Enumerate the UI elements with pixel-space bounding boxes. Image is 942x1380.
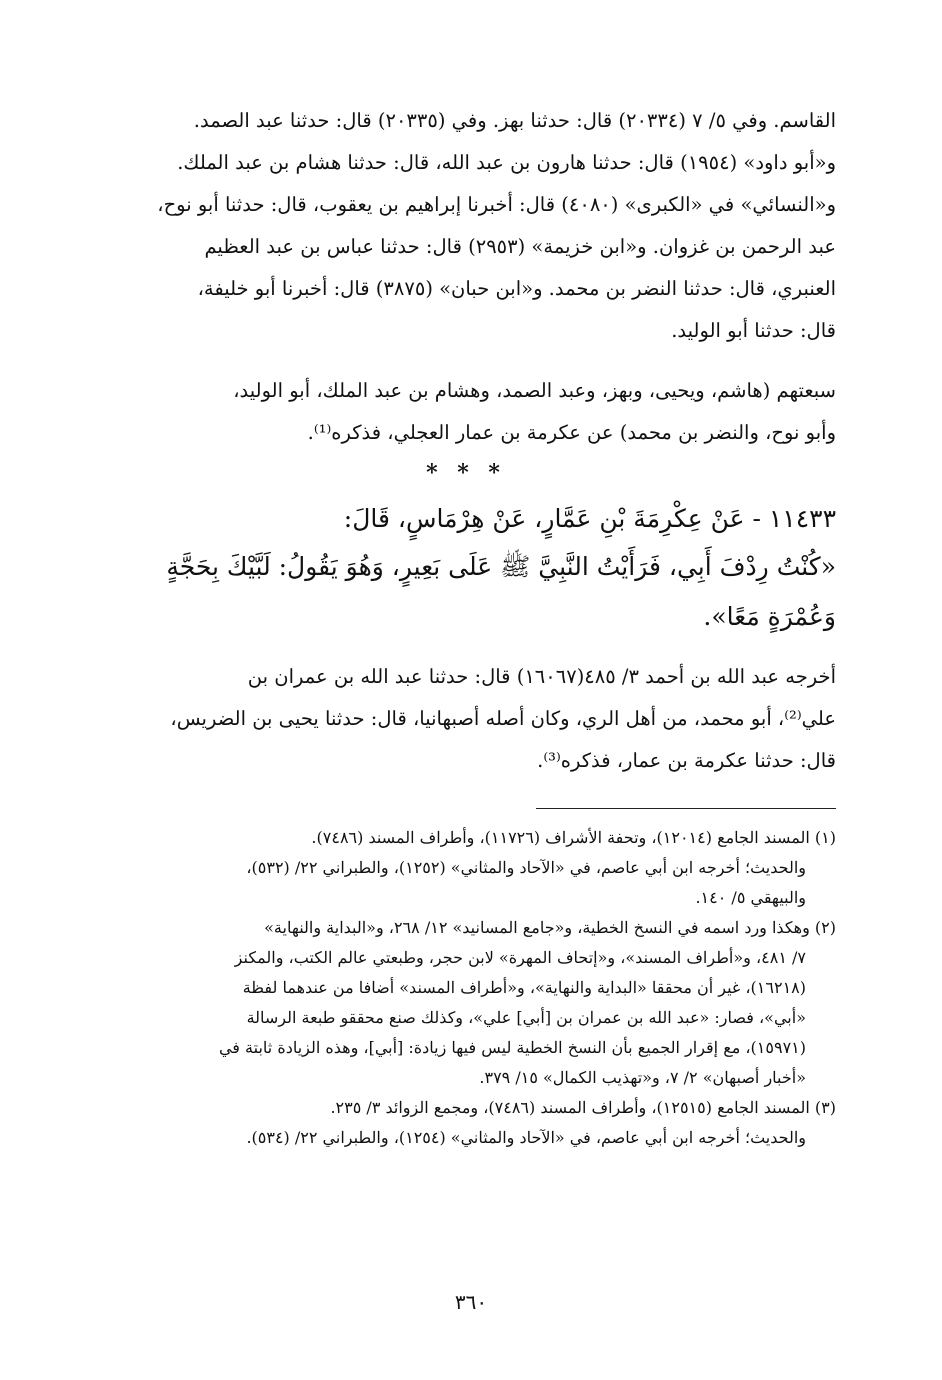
footnote-2-line: «أخبار أصبهان» ٢/ ٧، و«تهذيب الكمال» ١٥/ ٣٧٩. xyxy=(479,1068,806,1087)
footnote-3-line: والحديث؛ أخرجه ابن أبي عاصم، في «الآحاد والمثاني» (١٢٥٤)، والطبراني ٢٢/ (٥٣٤). xyxy=(246,1128,806,1147)
text-line: و«أبو داود» (١٩٥٤) قال: حدثنا هارون بن عبد الله، قال: حدثنا هشام بن عبد الملك. xyxy=(177,151,836,174)
section-separator: * * * xyxy=(426,460,506,486)
footnote-2-line: ٧/ ٤٨١، و«أطراف المسند»، و«إتحاف المهرة» لابن حجر، وطبعتي عالم الكتب، والمكنز xyxy=(234,948,806,967)
hadith-line: «كُنْتُ رِدْفَ أَبِي، فَرَأَيْتُ النَّبِيَّ ﷺ عَلَى بَعِيرٍ، وَهُوَ يَقُولُ: لَبَّيْكَ بِحَجَّةٍ xyxy=(166,552,836,581)
footnotes xyxy=(96,823,836,1153)
text-line: القاسم. وفي ٥/ ٧ (٢٠٣٣٤) قال: حدثنا بهز. وفي (٢٠٣٣٥) قال: حدثنا عبد الصمد. xyxy=(193,109,836,132)
text-line: عبد الرحمن بن غزوان. و«ابن خزيمة» (٢٩٥٣) قال: حدثنا عباس بن عبد العظيم xyxy=(204,235,836,258)
paragraph-takhrij xyxy=(96,656,836,782)
footnote-1-line: والحديث؛ أخرجه ابن أبي عاصم، في «الآحاد والمثاني» (١٢٥٢)، والطبراني ٢٢/ (٥٣٢)، xyxy=(246,858,806,877)
footnote-divider xyxy=(536,808,836,809)
footnote-3: (٣) المسند الجامع (١٢٥١٥)، وأطراف المسند (٧٤٨٦)، ومجمع الزوائد ٣/ ٢٣٥. xyxy=(330,1098,836,1117)
footnote-2: (٢) وهكذا ورد اسمه في النسخ الخطية، و«جامع المسانيد» ١٢/ ٢٦٨، و«البداية والنهاية» xyxy=(264,918,836,937)
footnote-2-line: (١٥٩٧١)، مع إقرار الجميع بأن النسخ الخطية ليس فيها زيادة: [أبي]، وهذه الزيادة ثابتة في xyxy=(218,1038,806,1057)
text-line: سبعتهم (هاشم، ويحيى، وبهز، وعبد الصمد، وهشام بن عبد الملك، أبو الوليد، xyxy=(233,379,836,402)
text-line: قال: حدثنا أبو الوليد. xyxy=(671,319,836,342)
footnote-1: (١) المسند الجامع (١٢٠١٤)، وتحفة الأشراف (١١٧٢٦)، وأطراف المسند (٧٤٨٦). xyxy=(311,828,836,847)
hadith-text xyxy=(96,542,836,642)
page-text xyxy=(96,100,836,1153)
text-line: و«النسائي» في «الكبرى» (٤٠٨٠) قال: أخبرنا إبراهيم بن يعقوب، قال: حدثنا أبو نوح، xyxy=(157,193,836,216)
text-line: وأبو نوح، والنضر بن محمد) عن عكرمة بن عمار العجلي، فذكره⁽¹⁾. xyxy=(307,421,836,444)
text-line: علي⁽²⁾، أبو محمد، من أهل الري، وكان أصله أصبهانيا، قال: حدثنا يحيى بن الضريس، xyxy=(170,707,836,730)
footnote-2-line: (١٦٢١٨)، غير أن محققا «البداية والنهاية»، و«أطراف المسند» أضافا من عندهما لفظة xyxy=(242,978,806,997)
hadith-header: ١١٤٣٣ - عَنْ عِكْرِمَةَ بْنِ عَمَّارٍ، عَنْ هِرْمَاسٍ، قَالَ: xyxy=(343,504,836,533)
paragraph-sources xyxy=(96,100,836,352)
text-line: أخرجه عبد الله بن أحمد ٣/ ٤٨٥(١٦٠٦٧) قال: حدثنا عبد الله بن عمران بن xyxy=(247,665,836,688)
text-line: العنبري، قال: حدثنا النضر بن محمد. و«ابن حبان» (٣٨٧٥) قال: أخبرنا أبو خليفة، xyxy=(197,277,836,300)
page-number: ٣٦٠ xyxy=(454,1290,488,1314)
footnote-1-line: والبيهقي ٥/ ١٤٠. xyxy=(695,888,806,907)
paragraph-summary xyxy=(96,370,836,454)
text-line: قال: حدثنا عكرمة بن عمار، فذكره⁽³⁾. xyxy=(537,749,836,772)
footnote-2-line: «أبي»، فصار: «عبد الله بن عمران بن [أبي] علي»، وكذلك صنع محققو طبعة الرسالة xyxy=(246,1008,806,1027)
hadith-line: وَعُمْرَةٍ مَعًا». xyxy=(703,602,836,631)
